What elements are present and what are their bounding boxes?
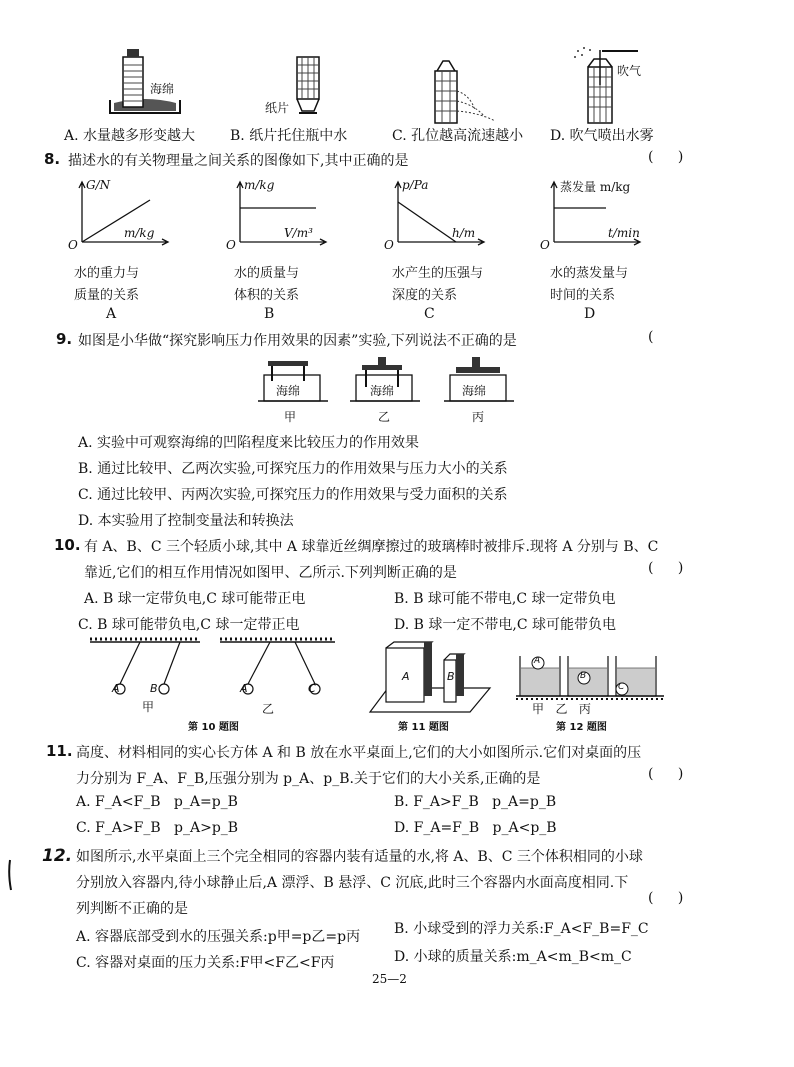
graph-a-xlabel: m/kg — [124, 226, 155, 240]
graph-b-caption-2: 体积的关系 — [234, 288, 300, 303]
q11-option-d: D. F_A=F_B p_A<p_B — [394, 820, 557, 836]
graph-b-caption-1: 水的质量与 — [234, 266, 300, 281]
fig12-ball-b: B — [580, 671, 587, 681]
graph-d-xlabel: t/min — [608, 226, 640, 240]
q7-figure-c — [425, 55, 515, 125]
q9-fig-name-yi: 乙 — [378, 410, 391, 424]
q9-fig-name-jia: 甲 — [284, 410, 297, 424]
question-number: 8. — [44, 150, 61, 168]
q10-option-c: C. B 球可能带负电,C 球一定带正电 — [78, 617, 300, 633]
question-number: 11. — [46, 742, 73, 760]
graph-c-caption-1: 水产生的压强与 — [392, 266, 484, 281]
fig12-ball-c: C — [618, 682, 625, 692]
fig12-ball-a: A — [534, 656, 541, 666]
q10-option-d: D. B 球一定不带电,C 球可能带负电 — [394, 617, 616, 633]
q10-option-a: A. B 球一定带负电,C 球可能带正电 — [84, 591, 306, 607]
fig11 — [370, 640, 500, 715]
fig12-caption: 第 12 题图 — [556, 722, 607, 733]
question-stem-line-2: 靠近,它们的相互作用情况如图甲、乙所示.下列判断正确的是 — [84, 565, 457, 581]
fig10-caption: 第 10 题图 — [188, 722, 239, 733]
question-stem-line-2: 力分别为 F_A、F_B,压强分别为 p_A、p_B.关于它们的大小关系,正确的是 — [76, 771, 541, 787]
graph-d-letter: D — [584, 306, 596, 322]
q12-option-b: B. 小球受到的浮力关系:F_A<F_B=F_C — [394, 921, 649, 937]
graph-b-letter: B — [264, 306, 275, 322]
fig10 — [90, 636, 340, 706]
q9-option-c: C. 通过比较甲、丙两次实验,可探究压力的作用效果与受力面积的关系 — [78, 487, 508, 503]
q7-option-a: A. 水量越多形变越大 — [64, 128, 196, 144]
graph-a — [70, 180, 170, 250]
fig11-block-b: B — [447, 670, 455, 683]
q9-option-b: B. 通过比较甲、乙两次实验,可探究压力的作用效果与压力大小的关系 — [78, 461, 508, 477]
question-stem: 描述水的有关物理量之间关系的图像如下,其中正确的是 — [68, 153, 409, 169]
fig12-names: 甲 乙 丙 — [532, 702, 591, 716]
graph-b-xlabel: V/m³ — [284, 226, 313, 240]
graph-a-ylabel: G/N — [86, 178, 111, 192]
q7-option-c: C. 孔位越高流速越小 — [392, 128, 524, 144]
q11-option-a: A. F_A<F_B p_A=p_B — [76, 794, 238, 810]
q7-option-b: B. 纸片托住瓶中水 — [230, 128, 348, 144]
question-stem-line-1: 有 A、B、C 三个轻质小球,其中 A 球靠近丝绸摩擦过的玻璃棒时被排斥.现将 A 分别与 B、C — [84, 539, 659, 555]
q12-option-d: D. 小球的质量关系:m_A<m_B<m_C — [394, 949, 632, 965]
graph-b — [228, 180, 328, 250]
q7-figure-d — [570, 45, 660, 125]
q7-blow-label: 吹气 — [617, 64, 642, 78]
question-number: 9. — [56, 330, 73, 348]
graph-c-xlabel: h/m — [452, 226, 476, 240]
answer-paren: ( ) — [648, 890, 694, 906]
question-stem-line-1: 高度、材料相同的实心长方体 A 和 B 放在水平桌面上,它们的大小如图所示.它们对桌面的压 — [76, 745, 642, 761]
graph-c-caption-2: 深度的关系 — [392, 288, 458, 303]
q11-option-c: C. F_A>F_B p_A>p_B — [76, 820, 239, 836]
question-number: 10. — [54, 536, 81, 554]
answer-paren: ( — [648, 329, 654, 345]
q10-option-b: B. B 球可能不带电,C 球一定带负电 — [394, 591, 616, 607]
page-number: 25—2 — [372, 972, 407, 986]
fig10-ball-c: C — [308, 682, 316, 695]
q11-option-b: B. F_A>F_B p_A=p_B — [394, 794, 557, 810]
fig10-name-yi: 乙 — [262, 702, 275, 716]
q9-fig-name-bing: 丙 — [472, 410, 485, 424]
graph-b-origin: O — [226, 238, 236, 252]
graph-a-caption-2: 质量的关系 — [74, 288, 140, 303]
question-stem-line-3: 列判断不正确的是 — [76, 901, 188, 917]
q7-paper-label: 纸片 — [265, 101, 290, 115]
graph-d-ylabel: 蒸发量 m/kg — [560, 180, 631, 194]
fig10-ball-a2: A — [240, 682, 248, 695]
graph-a-origin: O — [68, 238, 78, 252]
question-stem-line-1: 如图所示,水平桌面上三个完全相同的容器内装有适量的水,将 A、B、C 三个体积相同的小球 — [76, 849, 643, 865]
q9-sponge-label-2: 海绵 — [370, 384, 395, 398]
question-number: 12. — [42, 846, 73, 866]
fig10-ball-b: B — [150, 682, 158, 695]
fig10-ball-a1: A — [112, 682, 120, 695]
q12-option-a: A. 容器底部受到水的压强关系:p甲=p乙=p丙 — [76, 929, 361, 945]
graph-c-letter: C — [424, 306, 435, 322]
q9-option-a: A. 实验中可观察海绵的凹陷程度来比较压力的作用效果 — [78, 435, 420, 451]
q7-option-d: D. 吹气喷出水雾 — [550, 128, 654, 144]
graph-a-letter: A — [106, 306, 117, 322]
q12-option-c: C. 容器对桌面的压力关系:F甲<F乙<F丙 — [76, 955, 335, 971]
graph-b-ylabel: m/kg — [244, 178, 275, 192]
graph-d-caption-2: 时间的关系 — [550, 288, 616, 303]
q9-sponge-label-3: 海绵 — [462, 384, 487, 398]
graph-d-origin: O — [540, 238, 550, 252]
graph-c-ylabel: p/Pa — [402, 178, 429, 192]
margin-mark — [6, 858, 14, 892]
graph-a-caption-1: 水的重力与 — [74, 266, 140, 281]
question-stem: 如图是小华做“探究影响压力作用效果的因素”实验,下列说法不正确的是 — [78, 333, 517, 349]
question-stem-line-2: 分别放入容器内,待小球静止后,A 漂浮、B 悬浮、C 沉底,此时三个容器内水面高度相同.下 — [76, 875, 629, 891]
q7-sponge-label: 海绵 — [150, 82, 175, 96]
answer-paren: ( ) — [648, 560, 694, 576]
answer-paren: ( ) — [648, 149, 694, 165]
q9-option-d: D. 本实验用了控制变量法和转换法 — [78, 513, 294, 529]
q9-sponge-label-1: 海绵 — [276, 384, 301, 398]
fig11-block-a: A — [402, 670, 410, 683]
answer-paren: ( ) — [648, 766, 694, 782]
graph-c-origin: O — [384, 238, 394, 252]
graph-d-caption-1: 水的蒸发量与 — [550, 266, 629, 281]
fig11-caption: 第 11 题图 — [398, 722, 449, 733]
fig10-name-jia: 甲 — [142, 700, 155, 714]
